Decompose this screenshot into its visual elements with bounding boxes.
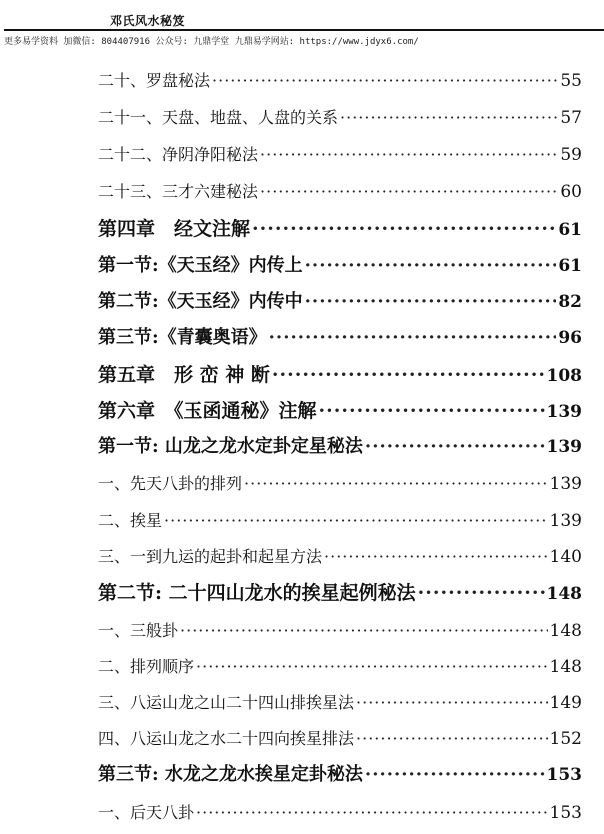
toc-entry-title: 二十、罗盘秘法 — [98, 71, 211, 90]
toc-entry — [98, 618, 582, 641]
leader-dots — [252, 218, 556, 240]
toc-entry — [98, 726, 582, 749]
leader-dots — [365, 764, 545, 785]
toc-entry-title: 第二节:《天玉经》内传中 — [98, 291, 303, 312]
leader-dots — [244, 474, 548, 493]
toc-entry-page: 60 — [560, 182, 582, 202]
page-header — [0, 0, 604, 52]
header-rule — [4, 29, 604, 31]
toc-entry-title: 第三节: 水龙之龙水挨星定卦秘法 — [98, 764, 363, 785]
toc-entry-page: 152 — [549, 729, 582, 749]
book-title: 邓氏风水秘笈 — [110, 14, 186, 28]
toc-entry-title: 第一节:《天玉经》内传上 — [98, 255, 303, 276]
watermark-text: 更多易学资料 加微信: 804407916 公众号: 九鼎学堂 九鼎易学网站: https://www.jdyx6.com/ — [4, 37, 419, 47]
toc-entry-page: 61 — [558, 256, 582, 276]
toc-entry-title: 二、排列顺序 — [98, 657, 195, 676]
toc-entry-page: 59 — [560, 145, 582, 165]
toc-entry-title: 四、八运山龙之水二十四向挨星排法 — [98, 729, 355, 748]
toc-entry — [98, 471, 582, 494]
toc-entry — [98, 800, 582, 823]
toc-entry-page: 153 — [546, 765, 582, 785]
leader-dots — [196, 803, 548, 822]
toc-entry-page: 140 — [549, 547, 582, 567]
toc-chapter — [98, 396, 582, 423]
toc-section — [98, 432, 582, 458]
toc-entry-page: 57 — [560, 108, 582, 128]
leader-dots — [180, 621, 548, 640]
toc-entry-page: 82 — [558, 292, 582, 312]
toc-entry-page: 139 — [546, 437, 582, 457]
leader-dots — [365, 436, 545, 457]
toc-entry-page: 108 — [546, 366, 582, 386]
toc-entry-title: 三、一到九运的起卦和起星方法 — [98, 547, 323, 566]
leader-dots — [340, 108, 558, 127]
toc-entry-title: 第五章 形 峦 神 断 — [98, 364, 270, 386]
toc-entry-title: 第六章 《玉函通秘》注解 — [98, 400, 317, 422]
toc-entry-title: 第二节: 二十四山龙水的挨星起例秘法 — [98, 582, 416, 604]
toc-entry — [98, 690, 582, 713]
leader-dots — [418, 582, 545, 604]
toc-entry — [98, 105, 582, 128]
toc-entry-title: 二十三、三才六建秘法 — [98, 182, 259, 201]
toc-section — [98, 287, 582, 313]
toc-entry-page: 149 — [549, 693, 582, 713]
toc-entry-title: 第三节:《青囊奥语》 — [98, 327, 267, 348]
toc-entry-title: 二十二、净阴净阳秘法 — [98, 145, 259, 164]
toc-entry-page: 153 — [549, 803, 582, 823]
leader-dots — [324, 547, 548, 566]
leader-dots — [319, 400, 545, 422]
toc-entry-page: 139 — [549, 474, 582, 494]
toc-entry-page: 139 — [549, 511, 582, 531]
leader-dots — [305, 291, 557, 312]
leader-dots — [260, 145, 558, 164]
toc-entry-title: 一、先天八卦的排列 — [98, 474, 243, 493]
leader-dots — [269, 327, 557, 348]
toc-entry — [98, 508, 582, 531]
leader-dots — [356, 693, 548, 712]
toc-section — [98, 760, 582, 786]
toc-entry-page: 148 — [549, 657, 582, 677]
leader-dots — [196, 657, 548, 676]
toc-entry — [98, 544, 582, 567]
toc-entry — [98, 179, 582, 202]
toc-entry-title: 第一节: 山龙之龙水定卦定星秘法 — [98, 436, 363, 457]
toc-section — [98, 251, 582, 277]
toc-entry-title: 一、三般卦 — [98, 621, 179, 640]
leader-dots — [272, 364, 545, 386]
toc-entry — [98, 654, 582, 677]
toc-entry-page: 148 — [549, 621, 582, 641]
toc-entry-page: 148 — [546, 584, 582, 604]
toc-chapter — [98, 214, 582, 241]
toc-chapter — [98, 360, 582, 387]
leader-dots — [356, 729, 548, 748]
toc-entry — [98, 68, 582, 91]
toc-entry-title: 二、挨星 — [98, 511, 163, 530]
toc-entry — [98, 142, 582, 165]
toc-entry-title: 第四章 经文注解 — [98, 218, 251, 240]
toc-entry-page: 139 — [546, 402, 582, 422]
toc-entry-title: 一、后天八卦 — [98, 803, 195, 822]
leader-dots — [305, 255, 557, 276]
leader-dots — [164, 511, 548, 530]
toc-entry-page: 61 — [558, 220, 582, 240]
leader-dots — [260, 182, 558, 201]
toc-entry-page: 55 — [560, 71, 582, 91]
toc-entry-title: 二十一、天盘、地盘、人盘的关系 — [98, 108, 339, 127]
toc-entry-title: 三、八运山龙之山二十四山排挨星法 — [98, 693, 355, 712]
toc-section — [98, 578, 582, 605]
leader-dots — [212, 71, 558, 90]
toc-section — [98, 323, 582, 349]
toc-entry-page: 96 — [558, 328, 582, 348]
